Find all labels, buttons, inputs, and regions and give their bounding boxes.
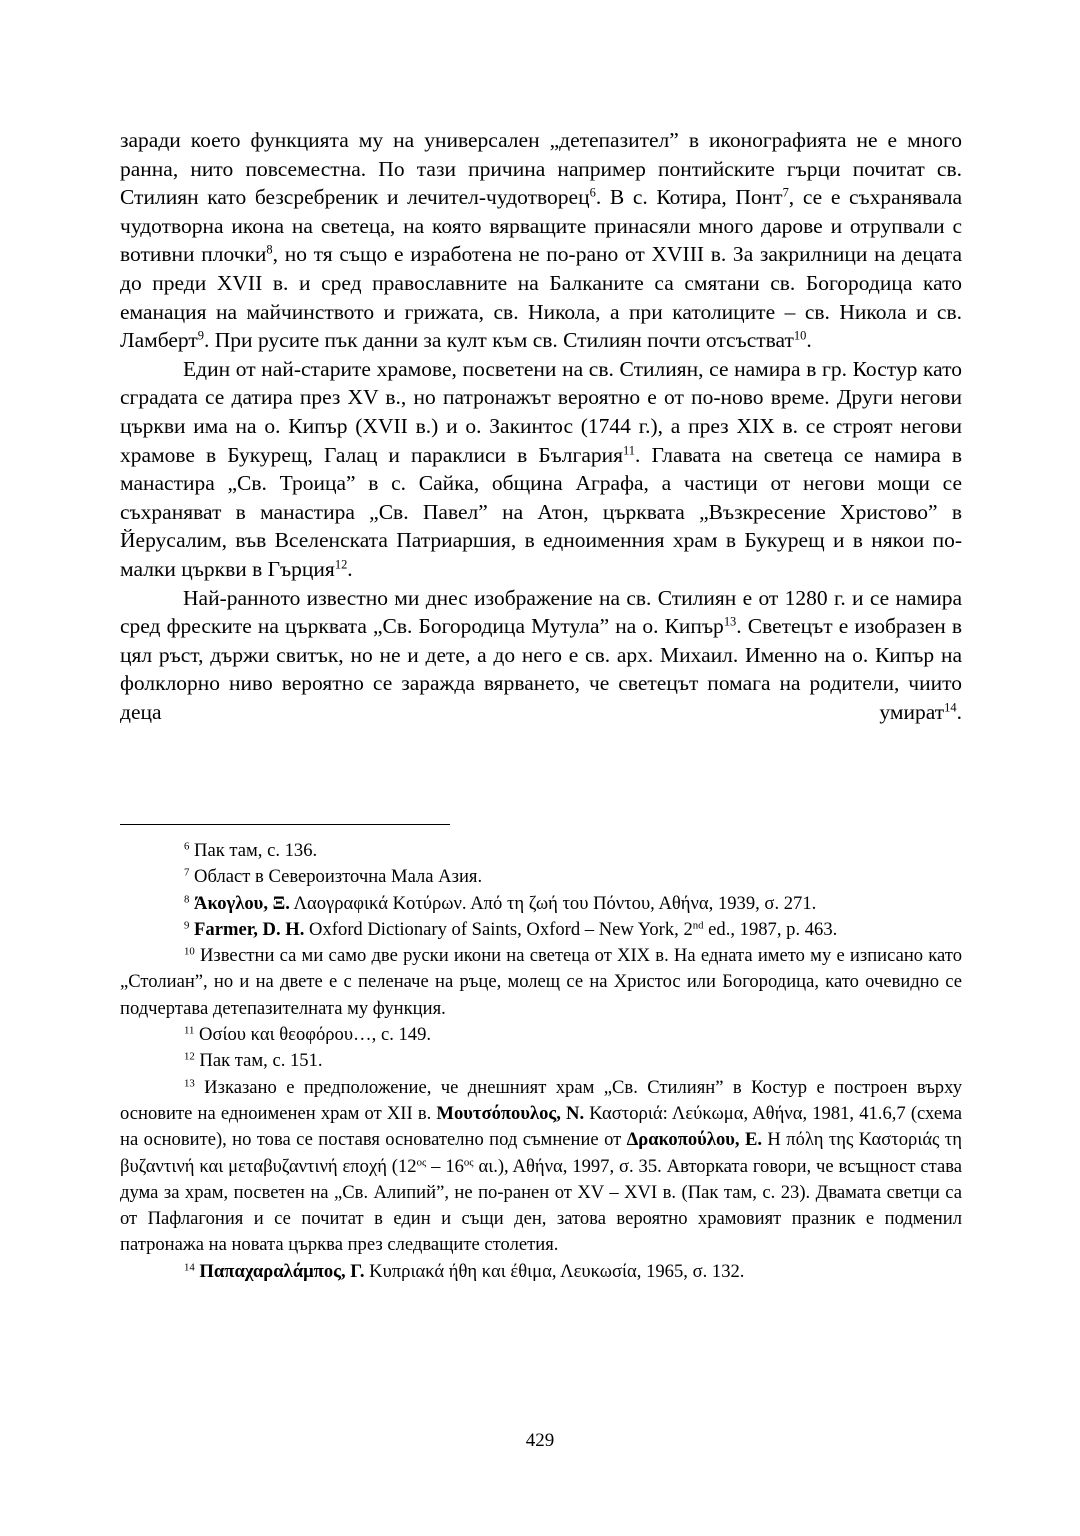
text-run: Пак там, с. 136. <box>189 840 318 861</box>
text-run: Известни са ми само две руски икони на светеца от XIX в. На едната името му е изписано като „Столиан”, но и на двете е с пеленаче на ръце, молещ се на Христос или Богородица, като очевидно се подчертава детепазителната му функция. <box>120 945 962 1019</box>
footnote-marker: 14 <box>944 700 957 715</box>
footnote-marker: 10 <box>793 328 807 343</box>
footnote-marker: 13 <box>184 1076 195 1089</box>
footnote <box>120 1259 962 1285</box>
footnote-marker: 8 <box>184 892 190 905</box>
text-run: αι.), Αθήνα, 1997, σ. 35. Авторката говори, че всъщност става дума за храм, посветен на „Св. Алипий”, не по-ранен от XV – XVI в. (Пак там, с. 23). Двамата светци са от Пафлагония и се почитат в един и същи ден, затова вероятно храмовият празник е подменил патронажа на новата църква през следващите столетия. <box>120 1155 963 1256</box>
text-run: . <box>956 699 962 724</box>
footnote <box>120 1075 962 1259</box>
body-paragraph <box>120 126 962 355</box>
footnote <box>120 1048 962 1074</box>
text-run: Καστοριά: Λεύκωμα, Αθήνα, 1981, 41.6,7 (схема на основите), но това се поставя основателно под съмнение от <box>120 1102 963 1151</box>
footnote <box>120 891 962 917</box>
text-run: . В с. Котира, Понт <box>595 185 783 210</box>
footnote <box>120 943 962 1022</box>
footnote-separator <box>120 824 450 825</box>
footnote-marker: nd <box>692 919 704 932</box>
citation-author: Παπαχαραλάμπος, Γ. <box>199 1260 365 1282</box>
footnote-marker: ος <box>463 1155 474 1168</box>
text-run: – 16 <box>426 1155 464 1177</box>
body-paragraph <box>120 355 962 584</box>
text-run: Λαογραφικά Κοτύρων. Από τη ζωή του Πόντου, Αθήνα, 1939, σ. 271. <box>289 892 817 914</box>
text-run: . Главата на светеца се намира в манастира „Св. Троица” в с. Сайка, община Аграфа, а частици от негови мощи се съхраняват в манастира „Св. Павел” на Атон, църквата „Възкресение Христово” в Йерусалим, във Вселенската Патриаршия, в едноименния храм в Букурещ и в някои помалки църкви в Гърция <box>120 442 962 581</box>
footnote-marker: ος <box>416 1155 427 1168</box>
text-run: . При русите пък данни за култ към св. Стилиян почти отсъстват <box>204 328 794 353</box>
citation-author: Μουτσόπουλος, Ν. <box>436 1102 585 1124</box>
text-run: . <box>806 328 812 353</box>
citation-author: Άκογλου, Ξ. <box>194 892 290 914</box>
footnote <box>120 1022 962 1048</box>
text-run: , но тя също е изработена не по-рано от XVIII в. За закрилници на децата до преди XVII в. и сред православните на Балканите са смятани св. Богородица като еманация на майчинството и грижата, св. Никола, а при католиците – св. Никола и св. Ламберт <box>120 242 962 353</box>
text-run: . <box>347 556 353 581</box>
text-run: Η πόλη της Καστοριάς τη βυζαντινή και μεταβυζαντινή εποχή (12 <box>120 1129 962 1177</box>
text-run: Κυπριακά ήθη και έθιμα, Λευκωσία, 1965, σ. 132. <box>364 1260 745 1282</box>
footnote <box>120 864 962 890</box>
footnote-marker: 12 <box>334 557 348 572</box>
text-run: Област в Североизточна Мала Азия. <box>189 866 483 888</box>
text-run: Най-ранното известно ми днес изображение на св. Стилиян е от 1280 г. и се намира сред фреските на църквата „Св. Богородица Мутула” на о. Кипър <box>120 585 962 639</box>
text-run: Οσίου και θεοφόρου…, с. 149. <box>194 1024 432 1046</box>
body-paragraph <box>120 584 962 727</box>
footnote-marker: 10 <box>184 945 195 958</box>
footnote <box>120 838 962 864</box>
citation-author: Δρακοπούλου, Ε. <box>626 1129 762 1151</box>
footnote-marker: 11 <box>184 1024 195 1037</box>
footnote-marker: 9 <box>197 328 205 343</box>
text-run: заради което функцията му на универсален „детепазител” в иконографията не е много ранна, нито повсеместна. По тази причина например понтийските гърци почитат св. Стилиян като безсребреник и лечител-чудотворец <box>120 128 962 210</box>
footnote-marker: 14 <box>184 1261 195 1274</box>
citation-author: Farmer, D. H. <box>194 918 305 940</box>
footnote-marker: 7 <box>184 866 190 879</box>
text-run: Един от най-старите храмове, посветени на св. Стилиян, се намира в гр. Костур като сградата се датира през XV в., но патронажът вероятно е от по-ново време. Други негови църкви има на о. Кипър (XVII в.) и о. Закинтос (1744 г.), а през XIX в. се строят негови храмове в Букурещ, Галац и параклиси в България <box>120 356 962 467</box>
text-run: Пак там, с. 151. <box>194 1050 323 1072</box>
footnote-marker: 13 <box>723 614 737 629</box>
footnote-marker: 8 <box>266 242 273 257</box>
page-number: 429 <box>525 1430 555 1451</box>
footnotes <box>120 838 962 1285</box>
footnote-marker: 6 <box>184 840 190 853</box>
text-run: , се е съхранявала чудотворна икона на светеца, на която вярващите принасяли много дарове и отрупвали с вотивни плочки <box>120 185 962 267</box>
text-run: . Светецът е изобразен в цял ръст, държи свитък, но не и дете, а до него е св. арх. Михаил. Именно на о. Кипър на фолклорно ниво вероятно се заражда вярването, че светецът помага на родители, чиито деца умират <box>120 614 962 724</box>
footnote <box>120 917 962 943</box>
footnote-marker: 7 <box>782 185 789 200</box>
footnote-marker: 6 <box>589 185 596 200</box>
footnote-marker: 11 <box>623 442 636 457</box>
text-run: Изказано е предположение, че днешният храм „Св. Стилиян” в Костур е построен върху основите на едноименен храм от XII в. <box>120 1076 962 1124</box>
footnote-marker: 12 <box>184 1050 195 1063</box>
footnote-marker: 9 <box>184 919 190 932</box>
text-run: Oxford Dictionary of Saints, Oxford – New York, 2 <box>304 918 693 940</box>
text-run: ed., 1987, p. 463. <box>703 918 838 940</box>
main-text <box>120 126 962 726</box>
